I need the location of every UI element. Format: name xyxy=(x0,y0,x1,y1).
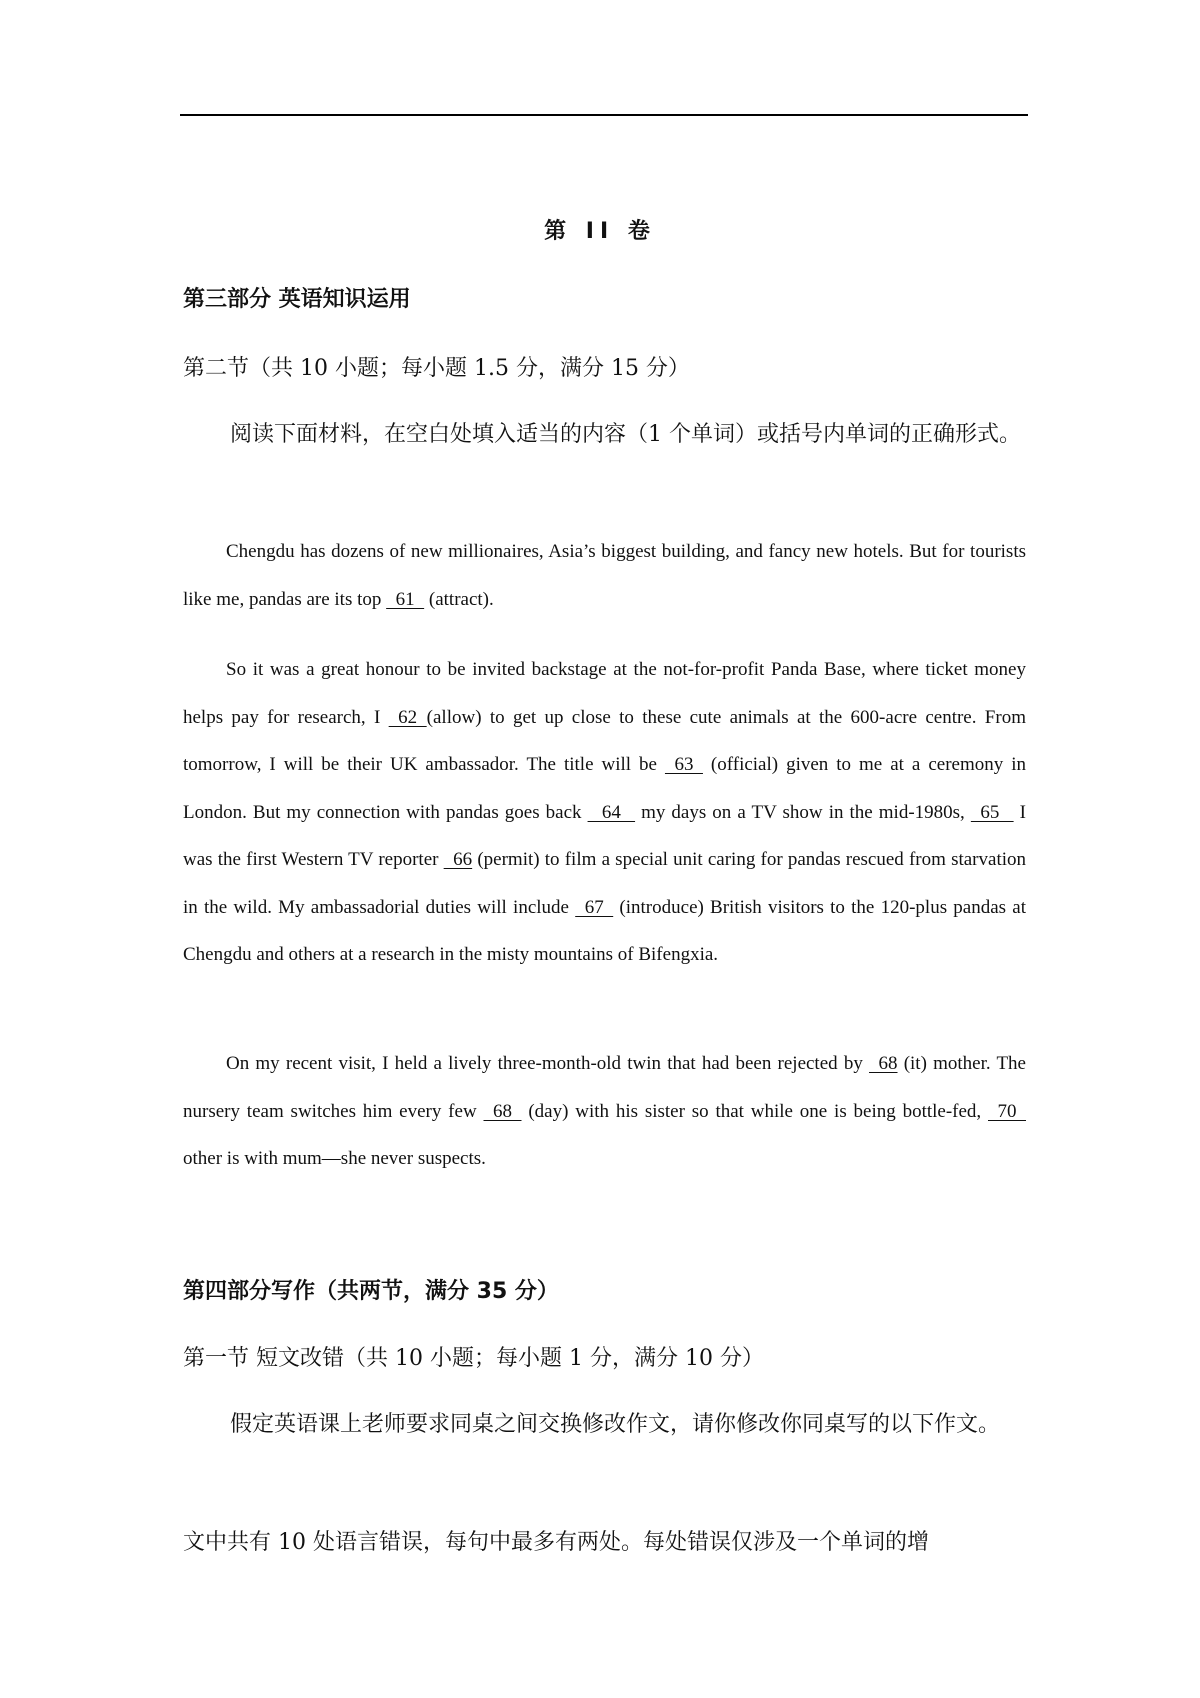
passage-paragraph-3 xyxy=(183,1040,1026,1183)
volume-title: 第 II 卷 xyxy=(544,219,656,244)
passage-text: other is with mum—she never suspects. xyxy=(183,1148,486,1169)
part4-note: 文中共有 10 处语言错误，每句中最多有两处。每处错误仅涉及一个单词的增 xyxy=(183,1530,929,1555)
passage-paragraph-1 xyxy=(183,528,1026,623)
passage-paragraph-2 xyxy=(183,646,1026,979)
blank-62[interactable]: 62 xyxy=(388,706,427,728)
part3-section-title: 第二节（共 10 小题；每小题 1.5 分，满分 15 分） xyxy=(183,356,690,381)
blank-68a[interactable]: 68 xyxy=(869,1053,898,1074)
part4-section-title: 第一节 短文改错（共 10 小题；每小题 1 分，满分 10 分） xyxy=(183,1346,764,1371)
blank-67[interactable]: 67 xyxy=(575,896,614,918)
blank-68b[interactable]: 68 xyxy=(483,1100,522,1122)
passage-text: (day) with his sister so that while one is being bottle-fed, xyxy=(521,1100,988,1122)
blank-63[interactable]: 63 xyxy=(664,754,703,775)
part3-instruction: 阅读下面材料，在空白处填入适当的内容（1 个单词）或括号内单词的正确形式。 xyxy=(230,422,1021,447)
passage-text: (attract). xyxy=(424,588,494,610)
header-rule xyxy=(180,114,1028,116)
passage-text: my days on a TV show in the mid-1980s, xyxy=(635,801,971,823)
passage-text: (introduce) British visitors to the 120-plus pandas at Chengdu and others at a research in the misty mountains of Bifengxia. xyxy=(183,896,1026,965)
passage-text: (permit) to film a special unit caring for pandas rescued from starvation in the wild. My ambassadorial duties will include xyxy=(183,849,1027,918)
passage-text: On my recent visit, I held a lively three-month-old twin that had been rejected by xyxy=(226,1053,870,1074)
passage-text: (official) given to me at a ceremony in London. But my connection with pandas goes back xyxy=(183,754,1026,823)
passage-text: Chengdu has dozens of new millionaires, Asia’s biggest building, and fancy new hotels. But for tourists like me, pandas are its top xyxy=(183,541,1026,610)
passage-text: So it was a great honour to be invited backstage at the not-for-profit Panda Base, where ticket money helps pay for research, I xyxy=(183,659,1026,728)
blank-70[interactable]: 70 xyxy=(988,1100,1026,1122)
passage-text: (allow) to get up close to these cute animals at the 600-acre centre. From tomorrow, I will be their UK ambassador. The title will be xyxy=(183,706,1026,775)
blank-65[interactable]: 65 xyxy=(970,801,1014,823)
blank-61[interactable]: 61 xyxy=(386,588,425,610)
passage-text: (it) mother. The nursery team switches him every few xyxy=(183,1053,1026,1122)
part4-heading: 第四部分写作（共两节，满分 35 分） xyxy=(183,1279,559,1304)
blank-66[interactable]: 66 xyxy=(443,849,473,870)
part3-heading: 第三部分 英语知识运用 xyxy=(183,287,411,312)
passage-text: I was the first Western TV reporter xyxy=(183,801,1026,870)
part4-instruction: 假定英语课上老师要求同桌之间交换修改作文，请你修改你同桌写的以下作文。 xyxy=(230,1412,1001,1437)
blank-64[interactable]: 64 xyxy=(587,801,636,823)
